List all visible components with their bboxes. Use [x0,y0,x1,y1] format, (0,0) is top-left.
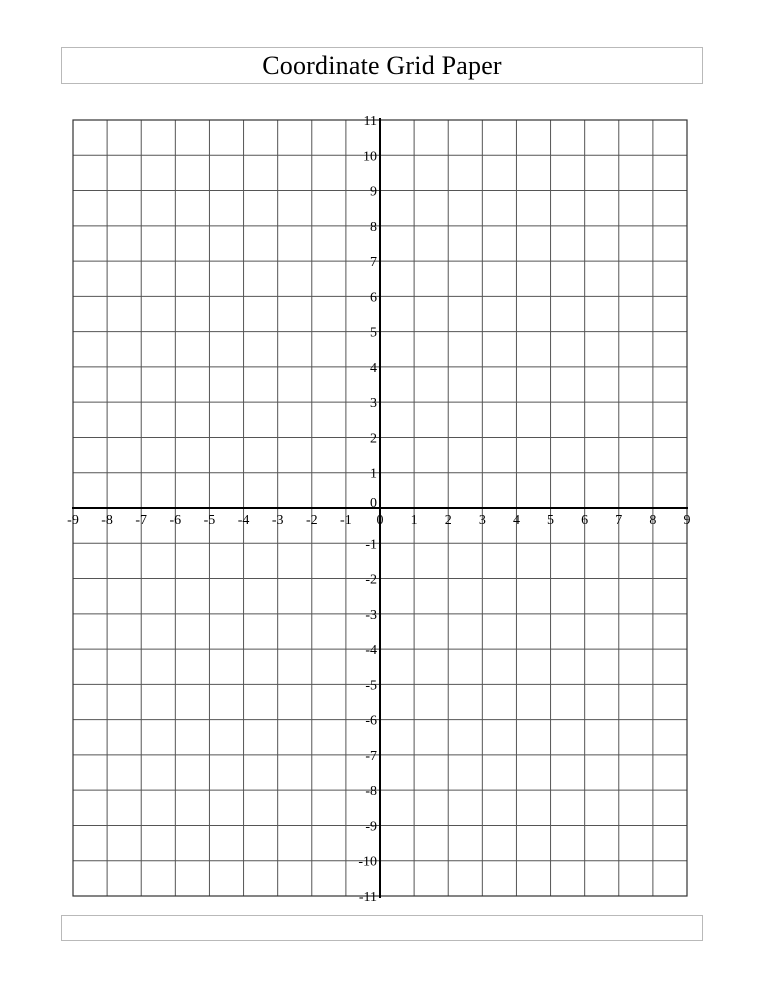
y-tick-label: 6 [370,290,377,306]
x-tick-label: -2 [305,513,318,528]
y-tick-label: -8 [365,784,377,800]
y-tick-label: 7 [370,255,377,271]
y-tick-label: 2 [370,431,377,447]
y-tick-label: -9 [365,819,377,835]
y-tick-label: 4 [370,360,377,376]
x-tick-label: -7 [135,513,148,528]
x-tick-label: 3 [478,513,486,528]
y-tick-label: 5 [370,325,377,341]
x-tick-label: 9 [683,513,691,528]
x-tick-label: -5 [203,513,216,528]
x-tick-label: -4 [237,513,250,528]
x-tick-label: 2 [444,513,452,528]
footer-box [61,915,703,941]
x-tick-label: 7 [615,513,623,528]
x-tick-label: -9 [67,513,79,528]
x-tick-label: -3 [271,513,284,528]
y-tick-label: 10 [363,149,377,165]
y-tick-label: -11 [358,890,377,905]
page-title: Coordinate Grid Paper [262,50,502,80]
y-tick-label: -2 [365,572,377,588]
y-tick-label: 9 [370,184,377,200]
x-tick-label: 8 [649,513,657,528]
y-tick-label: -7 [365,748,377,764]
y-tick-label: -3 [365,607,377,623]
origin-label: 0 [370,496,377,511]
x-tick-label: -8 [101,513,113,528]
x-tick-label: 0 [376,513,384,528]
y-tick-label: -10 [358,854,377,870]
x-tick-label: 4 [512,513,520,528]
y-tick-label: -1 [365,537,377,553]
y-tick-label: 8 [370,219,377,235]
x-tick-label: 6 [581,513,589,528]
x-tick-label: -1 [340,513,352,528]
y-tick-label: -5 [365,678,377,694]
y-tick-label: -6 [365,713,377,729]
x-tick-label: -6 [169,513,182,528]
y-tick-label: 3 [370,396,377,412]
x-tick-label: 1 [410,513,418,528]
y-tick-label: -4 [365,643,377,659]
y-tick-label: 1 [370,466,377,482]
y-tick-label: 11 [363,114,377,129]
x-tick-label: 5 [547,513,555,528]
